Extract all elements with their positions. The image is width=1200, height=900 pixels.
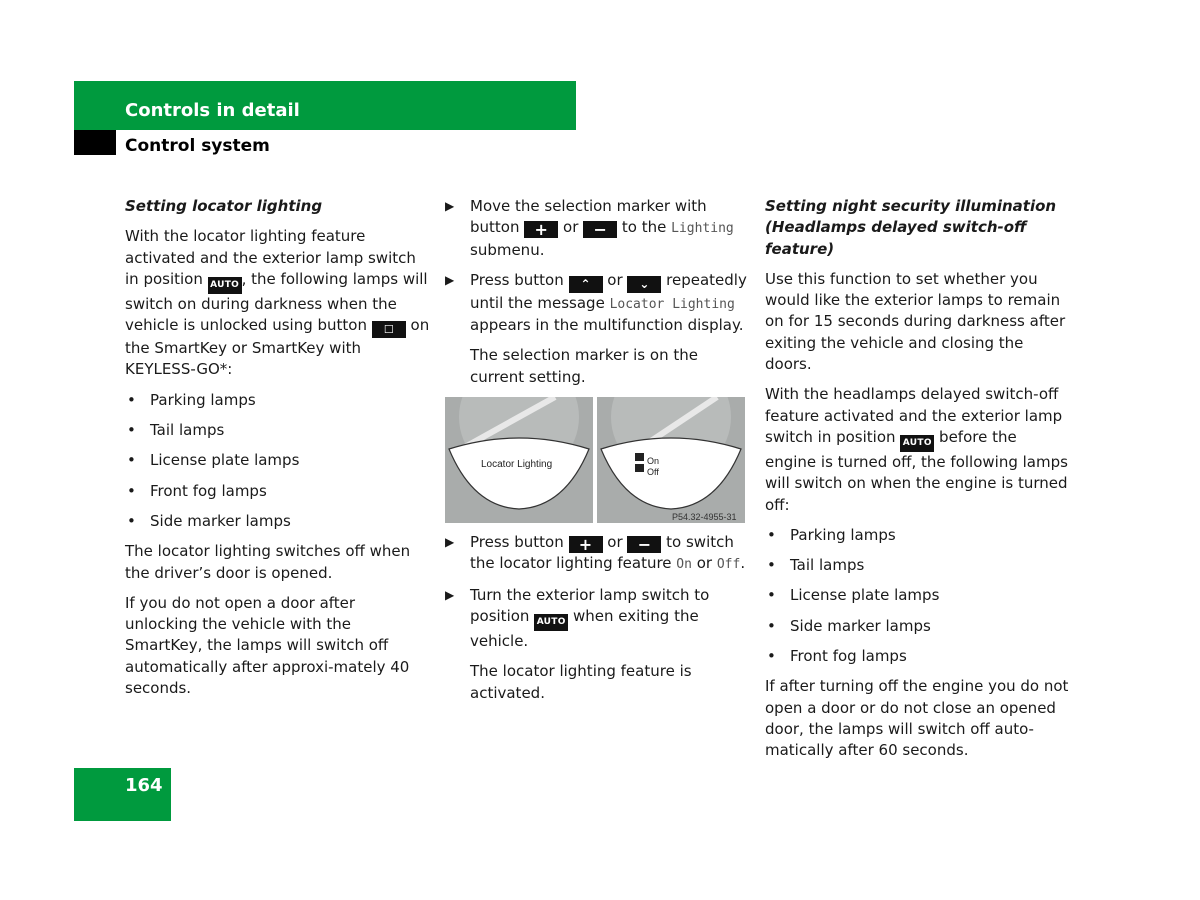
step-arrow-icon: ▶ [445,272,455,287]
section-title: Controls in detail [125,100,300,121]
step-arrow-icon: ▶ [445,535,455,550]
unlock-key-icon: ☐ [372,321,406,338]
locator-timeout-note: If you do not open a door after unlocking the vehicle with the SmartKey, the lamps will switch off automatically after approxi-mately 40 seconds. [125,593,410,698]
up-key-icon: ⌃ [569,276,603,293]
subheader-marker [74,130,116,155]
list-item: • License plate lamps [765,585,1070,606]
list-item: • Parking lamps [125,390,430,411]
night-security-condition: With the headlamps delayed switch-off feature activated and the exterior lamp switch in position AUTO before the engine is turned off, the following lamps will switch on when the engine is turned off: [765,385,1068,514]
list-item: • Parking lamps [765,525,1070,546]
list-item: • License plate lamps [125,450,430,471]
locator-lamp-list [125,390,430,532]
night-security-intro: Use this function to set whether you would like the exterior lamps to remain on for 15 seconds during darkness after exiting the vehicle and closing the doors. [765,269,1066,374]
list-item: • Side marker lamps [765,616,1070,637]
activated-note: The locator lighting feature is activated. [470,662,692,702]
locator-intro: With the locator lighting feature activated and the exterior lamp switch in position AUTO , the following lamps will switch on during darkness when the vehicle is unlocked using button ☐ on the SmartKey or SmartKey with KEYLESS-GO*: [125,227,430,379]
night-security-timeout-note: If after turning off the engine you do not open a door or do not close an opened door, the lamps will switch off auto-matically after 60 seconds. [765,677,1069,760]
column-left [125,196,430,708]
step-arrow-icon: ▶ [445,199,455,213]
list-item: • Tail lamps [125,420,430,441]
list-item: • Side marker lamps [125,511,430,532]
display-panel-left [445,397,593,523]
column-right [765,196,1070,771]
list-item: • Tail lamps [765,555,1070,576]
night-security-lamp-list [765,525,1070,667]
auto-key-icon: AUTO [208,277,242,294]
step-turn-switch: ▶ Turn the exterior lamp switch to position AUTO when exiting the vehicle. [445,585,710,650]
minus-key-icon: − [583,221,617,238]
auto-key-icon: AUTO [534,614,568,631]
plus-key-icon: + [524,221,558,238]
step-press-arrows: ▶ Press button ⌃ or ⌄ repeatedly until the message Locator Lighting appears in the multifunction display. [445,270,747,335]
display-message: Locator Lighting [481,459,553,471]
page-number: 164 [125,775,163,796]
locator-heading: Setting locator lighting [125,197,323,215]
step-move-marker: ▶ Move the selection marker with button + or − to the Lighting submenu. [445,197,734,259]
display-option-off: Off [647,467,659,478]
display-option-on: On [647,456,660,467]
down-key-icon: ⌄ [627,276,661,293]
list-item: • Front fog lamps [765,646,1070,667]
section-subtitle: Control system [125,136,270,156]
step-arrow-icon: ▶ [445,587,455,602]
step-toggle-feature: ▶ Press button + or − to switch the locator lighting feature On or Off. [445,533,746,573]
display-panel-right [597,397,745,523]
night-security-heading: Setting night security illumination (Headlamps delayed switch-off feature) [765,197,1057,258]
list-item: • Front fog lamps [125,481,430,502]
marker-note: The selection marker is on the current setting. [470,346,698,386]
plus-key-icon: + [569,536,603,553]
column-middle [445,196,750,713]
figure-code: P54.32-4955-31 [672,512,737,523]
auto-key-icon: AUTO [900,435,934,452]
display-illustration [445,397,745,523]
minus-key-icon: − [627,536,661,553]
locator-switch-off-note: The locator lighting switches off when the driver’s door is opened. [125,542,411,582]
